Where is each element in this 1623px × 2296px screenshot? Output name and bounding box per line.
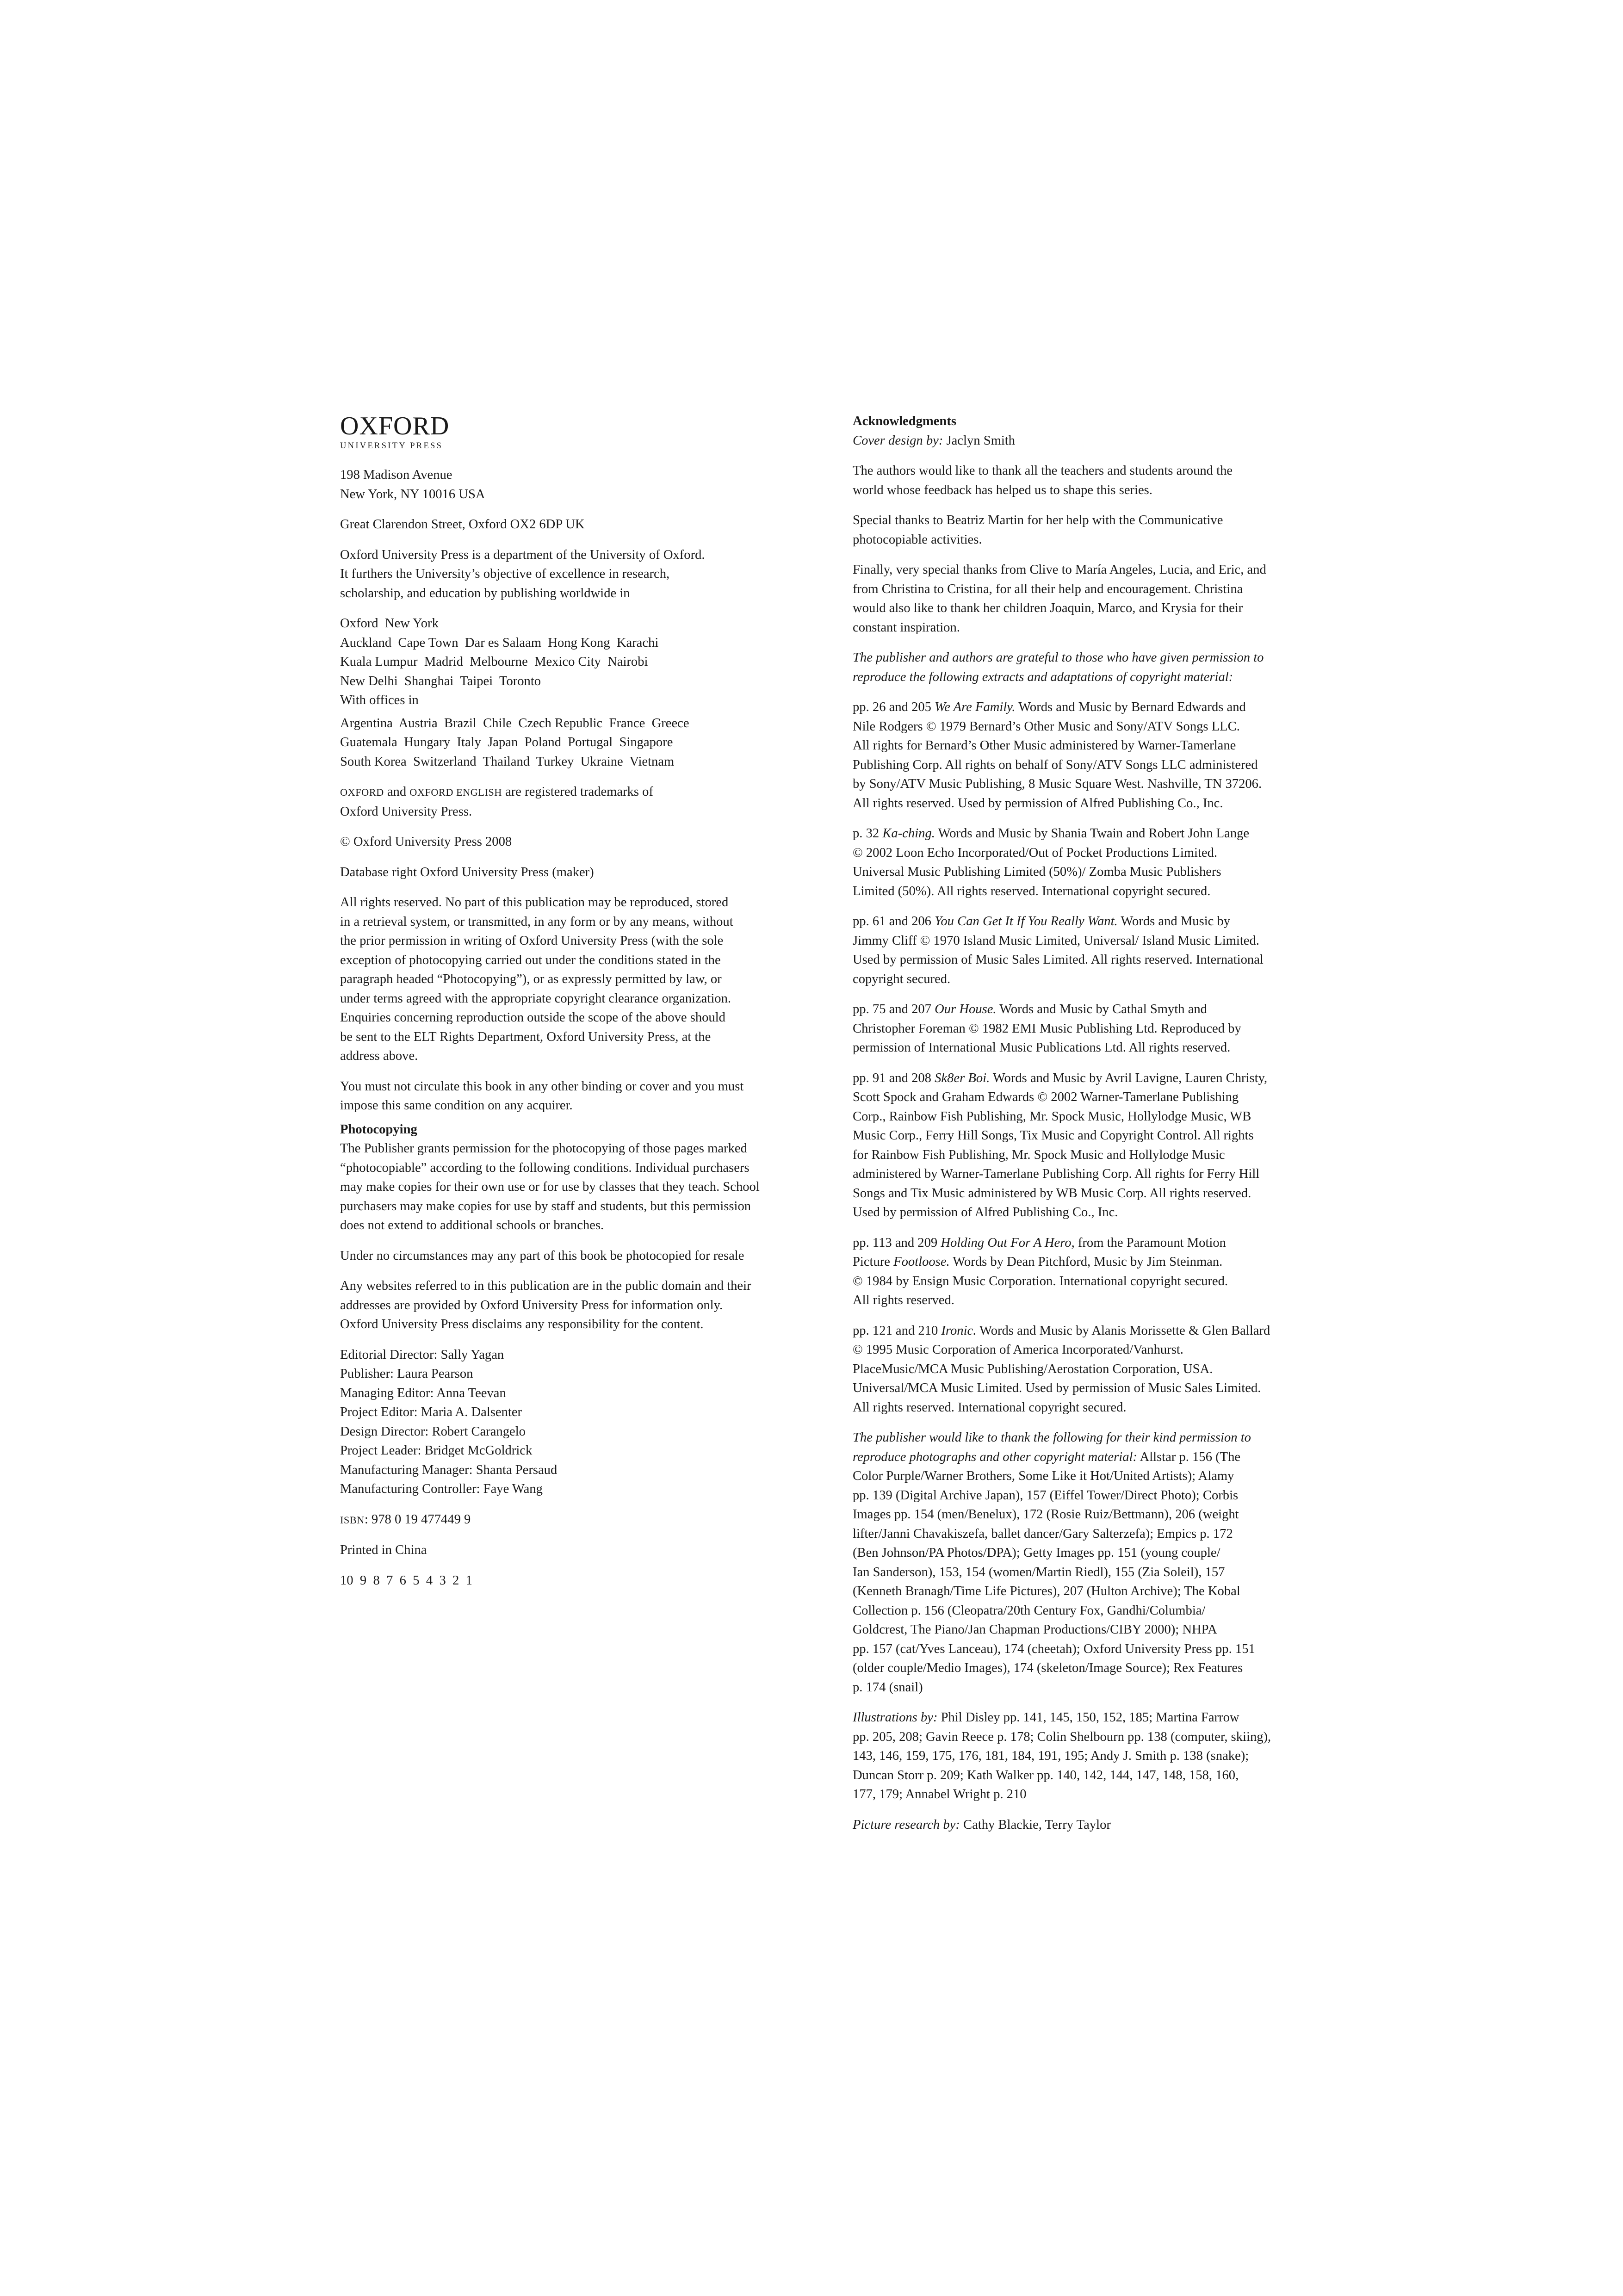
- department-statement: Oxford University Press is a department of the University of Oxford. It furthers the University’s objective of excellence in research, scholarship, and education by publishing worldwide in: [340, 547, 705, 600]
- photo-credits: The publisher would like to thank the following for their kind permission to reproduce photographs and other copyright material: Allstar p. 156 (The Color Purple/Warner Brothers, Some Like it Hot/United Artists); Alamy pp. 139 (Digital Archive Japan), 157 (Eiffel Tower/Direct Photo); Corbis Images pp. 154 (men/Benelux), 172 (Rosie Ruiz/Bettmann), 206 (weight lifter/Janni Chavakiszefa, ballet dancer/Gary Salterzefa); Empics p. 172 (Ben Johnson/PA Photos/DPA); Getty Images pp. 151 (young couple/ Ian Sanderson), 153, 154 (women/Martin Riedl), 155 (Zia Soleil), 157 (Kenneth Branagh/Time Life Pictures), 207 (Hulton Archive); The Kobal Collection p. 156 (Cleopatra/20th Century Fox, Gandhi/Columbia/ Goldcrest, The Piano/Jan Chapman Productions/CIBY 2000); NHPA pp. 157 (cat/Yves Lanceau), 174 (cheetah); Oxford University Press pp. 151 (older couple/Medio Images), 174 (skeleton/Image Source); Rex Features p. 174 (snail): [853, 1430, 1255, 1695]
- special-thanks: Special thanks to Beatriz Martin for her help with the Communicative photocopiable activities.: [853, 513, 1223, 547]
- oxford-logo-wordmark: OXFORD: [340, 412, 450, 440]
- isbn: ISBN: 978 0 19 477449 9: [340, 1512, 471, 1527]
- song-credit-ironic: pp. 121 and 210 Ironic. Words and Music by Alanis Morissette & Glen Ballard © 1995 Music Corporation of America Incorporated/Vanhurst. PlaceMusic/MCA Music Publishing/Aerostation Corporation, USA. Universal/MCA Music Limited. Used by permission of Music Sales Limited. All rights reserved. International copyright secured.: [853, 1323, 1270, 1415]
- editorial-credits: Editorial Director: Sally Yagan Publisher: Laura Pearson Managing Editor: Anna Teevan Project Editor: Maria A. Dalsenter Design Director: Robert Carangelo Project Leader: Bridget McGoldrick Manufacturing Manager: Shanta Persaud Manufacturing Controller: Faye Wang: [340, 1347, 558, 1496]
- publisher-address-uk: Great Clarendon Street, Oxford OX2 6DP UK: [340, 517, 585, 532]
- song-title: Ka-ching.: [882, 826, 935, 841]
- photocopying-paragraph: The Publisher grants permission for the photocopying of those pages marked “photocopiable” according to the following conditions. Individual purchasers may make copies for their own use or for use by classes that they teach. School purchasers may make copies for use by staff and students, but this permission does not extend to additional schools or branches.: [340, 1141, 760, 1232]
- printed-in: Printed in China: [340, 1543, 427, 1557]
- song-credits: [853, 698, 1338, 1222]
- song-credit: p. 32 Ka-ching. Words and Music by Shania Twain and Robert John Lange © 2002 Loon Echo Incorporated/Out of Pocket Productions Limited. Universal Music Publishing Limited (50%)/ Zomba Music Publishers Limited (50%). All rights reserved. International copyright secured.: [853, 826, 1250, 898]
- websites-disclaimer: Any websites referred to in this publication are in the public domain and their addresses are provided by Oxford University Press for information only. Oxford University Press disclaims any responsibility for the content.: [340, 1279, 751, 1331]
- song-title: Our House.: [935, 1002, 997, 1016]
- city-list: Oxford New York Auckland Cape Town Dar es Salaam Hong Kong Karachi Kuala Lumpur Madrid Melbourne Mexico City Nairobi New Delhi Shanghai Taipei Toronto With offices in: [340, 616, 659, 707]
- printing-number-line: 10 9 8 7 6 5 4 3 2 1: [340, 1573, 472, 1588]
- oxford-logo-subtitle: UNIVERSITY PRESS: [340, 441, 443, 451]
- database-right: Database right Oxford University Press (maker): [340, 865, 594, 879]
- photocopying-heading: Photocopying: [340, 1122, 417, 1137]
- song-credit: pp. 75 and 207 Our House. Words and Music by Cathal Smyth and Christopher Foreman © 1982 EMI Music Publishing Ltd. Reproduced by permission of International Music Publications Ltd. All rights reserved.: [853, 1002, 1241, 1055]
- acknowledgments-heading: Acknowledgments: [853, 414, 956, 428]
- circulation-notice: You must not circulate this book in any other binding or cover and you must impose this same condition on any acquirer.: [340, 1079, 744, 1113]
- authors-thanks: The authors would like to thank all the teachers and students around the world whose feedback has helped us to shape this series.: [853, 464, 1233, 497]
- song-credit: pp. 61 and 206 You Can Get It If You Really Want. Words and Music by Jimmy Cliff © 1970 Island Music Limited, Universal/ Island Music Limited. Used by permission of Music Sales Limited. All rights reserved. International copyright secured.: [853, 914, 1264, 986]
- trademark-notice: OXFORD and OXFORD ENGLISH are registered trademarks of Oxford University Press.: [340, 785, 653, 819]
- publisher-address-us: 198 Madison Avenue New York, NY 10016 USA: [340, 468, 485, 501]
- song-credit: pp. 26 and 205 We Are Family. Words and Music by Bernard Edwards and Nile Rodgers © 1979 Bernard’s Other Music and Sony/ATV Songs LLC. All rights for Bernard’s Other Music administered by Warner-Tamerlane Publishing Corp. All rights on behalf of Sony/ATV Songs LLC administered by Sony/ATV Music Publishing, 8 Music Square West. Nashville, TN 37206. All rights reserved. Used by permission of Alfred Publishing Co., Inc.: [853, 700, 1262, 811]
- personal-thanks: Finally, very special thanks from Clive to María Angeles, Lucia, and Eric, and from Christina to Cristina, for all their help and encouragement. Christina would also like to thank her children Joaquin, Marco, and Krysia for their constant inspiration.: [853, 563, 1266, 635]
- acknowledgments-column: [853, 412, 1338, 1845]
- rights-reserved-paragraph: All rights reserved. No part of this publication may be reproduced, stored in a retrieval system, or transmitted, in any form or by any means, without the prior permission in writing of Oxford University Press (with the sole exception of photocopying carried out under the conditions stated in the paragraph headed “Photocopying”), or as expressly permitted by law, or under terms agreed with the appropriate copyright clearance organization. Enquiries concerning reproduction outside the scope of the above should be sent to the ELT Rights Department, Oxford University Press, at the address above.: [340, 895, 733, 1063]
- permission-intro: The publisher and authors are grateful to those who have given permission to reproduce the following extracts and adaptations of copyright material:: [853, 650, 1264, 684]
- song-credit-holding-out-for-a-hero: pp. 113 and 209 Holding Out For A Hero, from the Paramount Motion Picture Footloose. Words by Dean Pitchford, Music by Jim Steinman. © 1984 by Ensign Music Corporation. International copyright secured. All rights reserved.: [853, 1235, 1228, 1307]
- imprint-column: [340, 412, 803, 1601]
- office-country-list: Argentina Austria Brazil Chile Czech Republic France Greece Guatemala Hungary Italy Japan Poland Portugal Singapore South Korea Switzerland Thailand Turkey Ukraine Vietnam: [340, 716, 689, 769]
- picture-research-credit: Picture research by: Cathy Blackie, Terry Taylor: [853, 1817, 1111, 1832]
- copyright-notice: © Oxford University Press 2008: [340, 835, 512, 849]
- song-credit: pp. 91 and 208 Sk8er Boi. Words and Music by Avril Lavigne, Lauren Christy, Scott Spock and Graham Edwards © 2002 Warner-Tamerlane Publishing Corp., Rainbow Fish Publishing, Mr. Spock Music, Hollylodge Music, WB Music Corp., Ferry Hill Songs, Tix Music and Copyright Control. All rights for Rainbow Fish Publishing, Mr. Spock Music and Hollylodge Music administered by Warner-Tamerlane Publishing Corp. All rights for Ferry Hill Songs and Tix Music administered by WB Music Corp. All rights reserved. Used by permission of Alfred Publishing Co., Inc.: [853, 1071, 1268, 1219]
- song-title: We Are Family.: [935, 700, 1016, 714]
- song-title: Sk8er Boi.: [935, 1071, 990, 1085]
- song-title: You Can Get It If You Really Want.: [935, 914, 1118, 928]
- cover-design-credit: Cover design by: Jaclyn Smith: [853, 433, 1016, 448]
- resale-notice: Under no circumstances may any part of this book be photocopied for resale: [340, 1248, 744, 1263]
- illustration-credits: Illustrations by: Phil Disley pp. 141, 145, 150, 152, 185; Martina Farrow pp. 205, 208; Gavin Reece p. 178; Colin Shelbourn pp. 138 (computer, skiing), 143, 146, 159, 175, 176, 181, 184, 191, 195; Andy J. Smith p. 138 (snake); Duncan Storr p. 209; Kath Walker pp. 140, 142, 144, 147, 148, 158, 160, 177, 179; Annabel Wright p. 210: [853, 1710, 1271, 1801]
